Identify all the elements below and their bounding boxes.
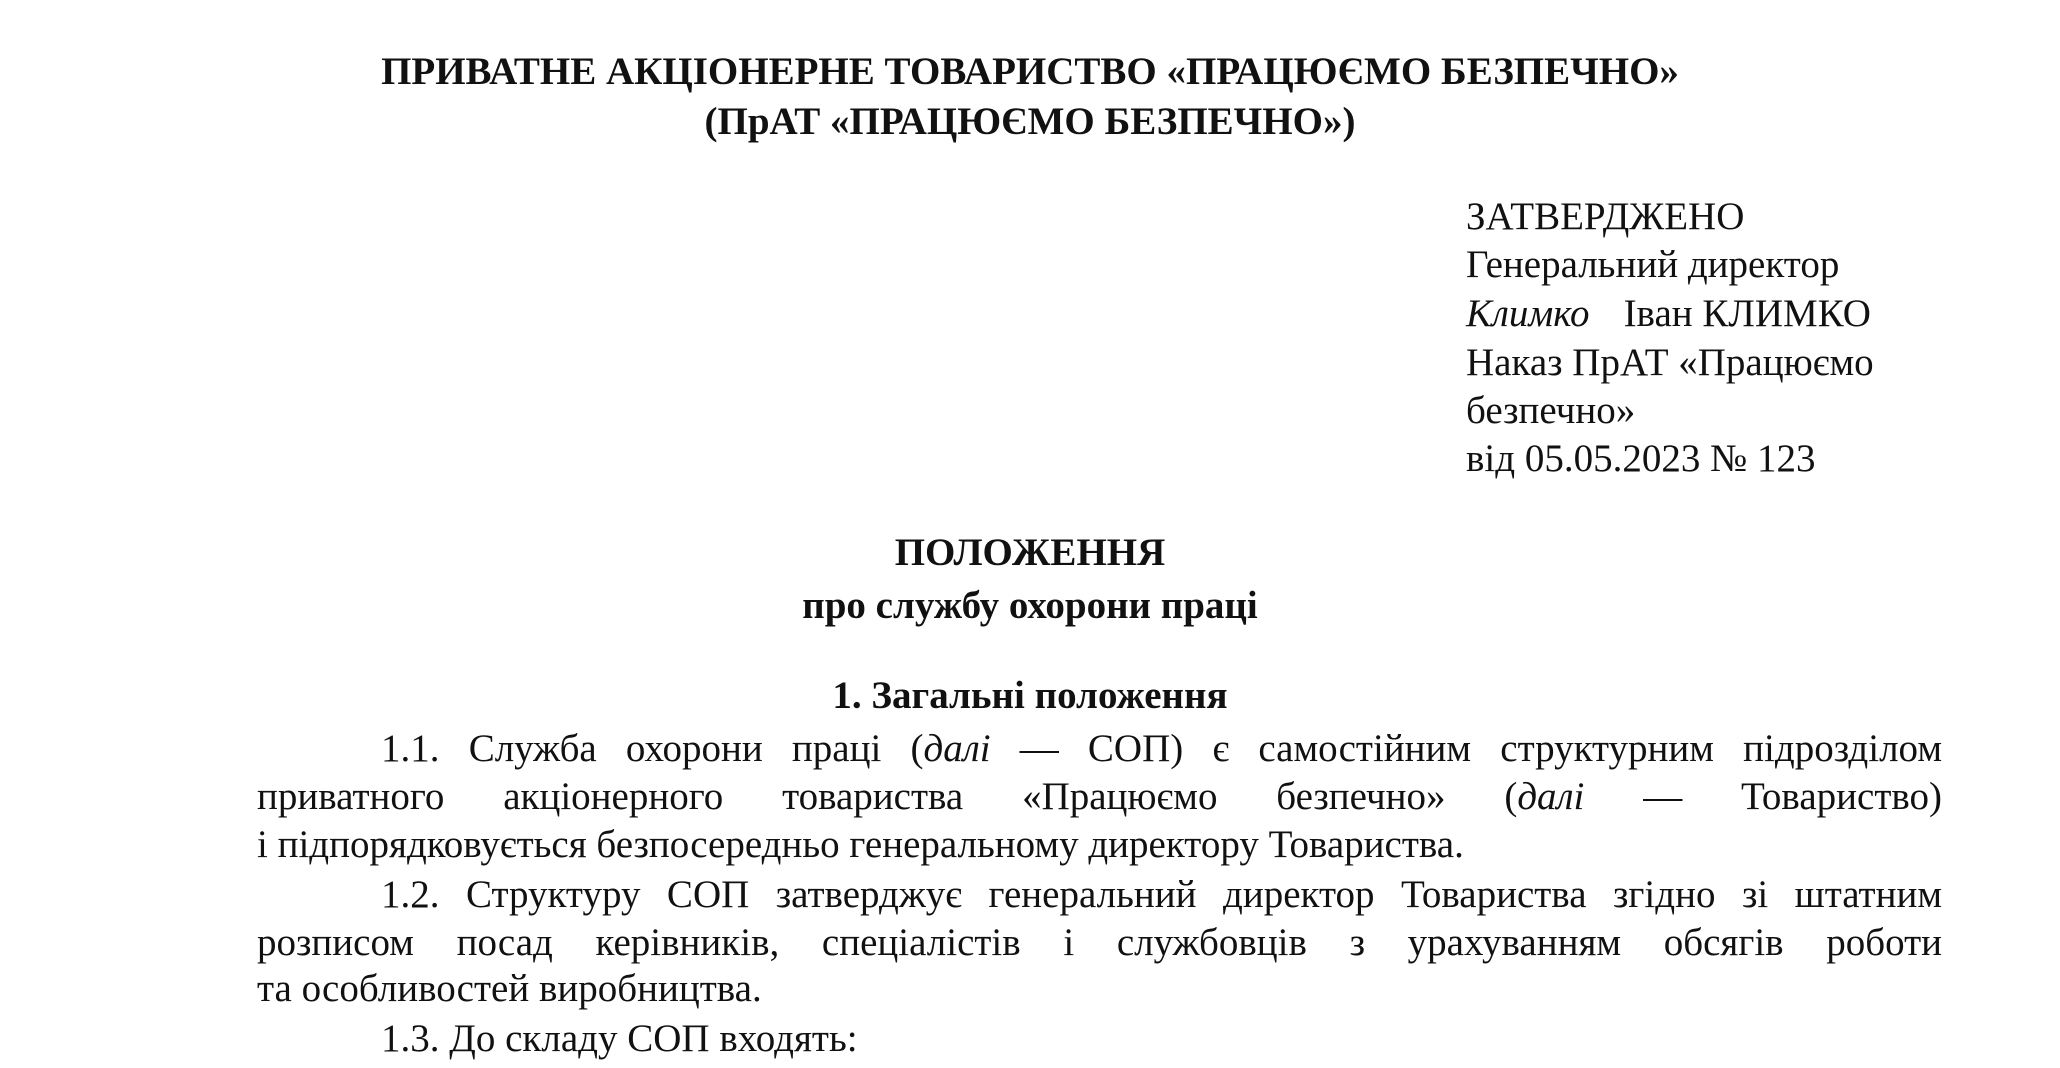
document-title: ПОЛОЖЕННЯ (894, 531, 1166, 574)
approval-label: ЗАТВЕРДЖЕНО (1466, 195, 1745, 238)
paragraph-line: і підпорядковується безпосередньо генеральному директору Товариства. (257, 823, 1464, 866)
paragraph-line (257, 772, 1942, 822)
approver-position: Генеральний директор (1466, 243, 1840, 286)
text: приватного акціонерного товариства «Працюємо безпечно» ( (257, 775, 1518, 818)
order-date: від 05.05.2023 № 123 (1466, 437, 1816, 480)
italic-text: далі (1517, 775, 1585, 818)
order-reference-line1: Наказ ПрАТ «Працюємо (1466, 341, 1874, 384)
paragraph-line: 1.3. До складу СОП входять: (381, 1017, 858, 1060)
organization-short-name: (ПрАТ «ПРАЦЮЄМО БЕЗПЕЧНО») (704, 100, 1356, 143)
paragraph-line: та особливостей виробництва. (257, 967, 762, 1010)
approver-name: Іван КЛИМКО (1623, 292, 1871, 335)
text: 1.1. Служба охорони праці ( (381, 727, 924, 770)
text: — СОП) є самостійним структурним підрозділом (990, 727, 1942, 770)
order-reference-line2: безпечно» (1466, 389, 1636, 432)
italic-text: далі (923, 727, 991, 770)
paragraph-line: розписом посад керівників, спеціалістів і службовців з урахуванням обсягів роботи (257, 921, 1942, 964)
paragraph-line (257, 724, 1942, 774)
signature: Климко (1466, 292, 1590, 335)
paragraph-line: 1.2. Структуру СОП затверджує генеральний директор Товариства згідно зі штатним (381, 873, 1942, 916)
organization-name: ПРИВАТНЕ АКЦІОНЕРНЕ ТОВАРИСТВО «ПРАЦЮЄМО БЕЗПЕЧНО» (381, 50, 1679, 93)
section-heading: 1. Загальні положення (832, 674, 1228, 717)
document-subtitle: про службу охорони праці (802, 584, 1258, 627)
approver-signature-line (1466, 289, 1871, 339)
text: — Товариство) (1584, 775, 1942, 818)
